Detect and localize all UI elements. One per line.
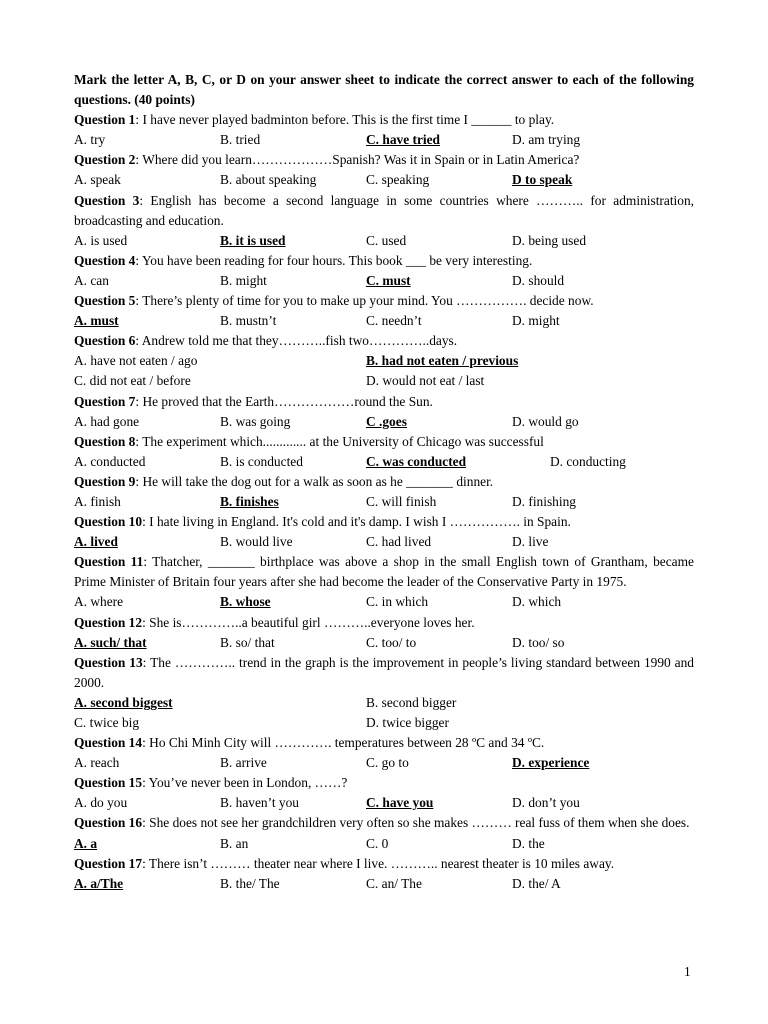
- page-number: 1: [684, 964, 691, 979]
- options-row: [74, 351, 694, 371]
- question-block: [74, 291, 694, 331]
- answer-option-b[interactable]: B. would live: [220, 534, 293, 550]
- answer-option-d[interactable]: D. conducting: [550, 453, 626, 469]
- answer-option-c[interactable]: C .goes: [366, 413, 407, 429]
- question-stem: : Thatcher, _______ birthplace was above a shop in the small English town of Grantham, became Prime Minister of Britain four years after she had become the leader of the Conservative Party in 1975.: [74, 554, 694, 590]
- answer-option-d[interactable]: D. which: [512, 594, 562, 610]
- answer-option-a[interactable]: A. such/ that: [74, 634, 147, 650]
- answer-option-c[interactable]: C. twice big: [74, 715, 140, 730]
- answer-option-d[interactable]: D. might: [512, 313, 560, 329]
- question-block: [74, 331, 694, 391]
- question-block: [74, 110, 694, 150]
- answer-option-a[interactable]: A. is used: [74, 232, 128, 248]
- options-row: [74, 834, 694, 854]
- answer-option-c[interactable]: C. had lived: [366, 534, 432, 550]
- question-label: Question 5: [74, 293, 136, 309]
- question-label: Question 6: [74, 333, 136, 349]
- answer-option-b[interactable]: B. mustn’t: [220, 313, 277, 329]
- answer-option-b[interactable]: B. so/ that: [220, 634, 275, 650]
- question-block: [74, 150, 694, 190]
- answer-option-a[interactable]: A. must: [74, 313, 119, 329]
- question-label: Question 3: [74, 192, 140, 208]
- question-label: Question 9: [74, 473, 136, 489]
- question-label: Question 8: [74, 433, 136, 449]
- options-row: [74, 130, 694, 150]
- answer-option-b[interactable]: B. the/ The: [220, 875, 280, 891]
- options-row: [74, 532, 694, 552]
- question-text: [74, 653, 694, 693]
- question-text: [74, 432, 694, 452]
- question-stem: : English has become a second language in some countries where ……….. for administration, broadcasting and education.: [74, 192, 694, 228]
- question-text: [74, 150, 694, 170]
- question-text: [74, 291, 694, 311]
- answer-option-c[interactable]: C. speaking: [366, 172, 430, 188]
- answer-option-d[interactable]: D. the/ A: [512, 875, 561, 891]
- options-row: [74, 753, 694, 773]
- answer-option-d[interactable]: D. would not eat / last: [366, 373, 485, 389]
- question-text: [74, 251, 694, 271]
- answer-option-d[interactable]: D. experience: [512, 755, 590, 771]
- answer-option-c[interactable]: C. have you: [366, 795, 434, 811]
- question-stem: : He proved that the Earth………………round the Sun.: [135, 393, 433, 409]
- options-row: [74, 371, 694, 391]
- answer-option-a[interactable]: A. a/The: [74, 875, 124, 891]
- options-row: [74, 492, 694, 512]
- question-stem: : She is…………..a beautiful girl ………..everyone loves her.: [142, 614, 475, 630]
- question-text: [74, 613, 694, 633]
- question-stem: : Where did you learn………………Spanish? Was it in Spain or in Latin America?: [135, 152, 580, 168]
- answer-option-c[interactable]: C. 0: [366, 835, 389, 851]
- question-block: [74, 854, 694, 894]
- options-row: [74, 412, 694, 432]
- question-stem: : You’ve never been in London, ……?: [142, 775, 348, 791]
- answer-option-b[interactable]: B. haven’t you: [220, 795, 299, 811]
- options-row: [74, 271, 694, 291]
- question-stem: : Andrew told me that they………..fish two…………..days.: [135, 333, 458, 349]
- worksheet-body: [74, 70, 694, 894]
- question-label: Question 4: [74, 252, 136, 268]
- question-label: Question 14: [74, 735, 143, 751]
- question-label: Question 13: [74, 654, 143, 670]
- answer-option-a[interactable]: A. finish: [74, 493, 121, 509]
- answer-option-a[interactable]: A. reach: [74, 755, 120, 771]
- instructions: Mark the letter A, B, C, or D on your answer sheet to indicate the correct answer to each of the following questions. (40 points): [74, 72, 694, 108]
- question-block: [74, 251, 694, 291]
- answer-option-c[interactable]: C. too/ to: [366, 634, 417, 650]
- answer-option-b[interactable]: B. about speaking: [220, 172, 317, 188]
- question-label: Question 11: [74, 554, 144, 570]
- answer-option-d[interactable]: D. live: [512, 534, 549, 550]
- question-block: [74, 191, 694, 251]
- question-text: [74, 854, 694, 874]
- answer-option-b[interactable]: B. finishes: [220, 493, 279, 509]
- question-label: Question 10: [74, 514, 143, 530]
- answer-option-c[interactable]: C. used: [366, 232, 407, 248]
- answer-option-b[interactable]: B. an: [220, 835, 249, 851]
- question-block: [74, 613, 694, 653]
- question-stem: : There isn’t ……… theater near where I live. ……….. nearest theater is 10 miles away.: [142, 855, 615, 871]
- answer-option-c[interactable]: C. go to: [366, 755, 409, 771]
- answer-option-d[interactable]: D to speak: [512, 172, 573, 188]
- question-label: Question 2: [74, 152, 136, 168]
- options-row: [74, 311, 694, 331]
- question-block: [74, 512, 694, 552]
- question-block: [74, 432, 694, 472]
- answer-option-a[interactable]: A. lived: [74, 534, 118, 550]
- answer-option-d[interactable]: D. finishing: [512, 493, 576, 509]
- question-stem: : He will take the dog out for a walk as soon as he _______ dinner.: [135, 473, 494, 489]
- options-row: [74, 874, 694, 894]
- question-block: [74, 552, 694, 612]
- question-block: [74, 653, 694, 733]
- answer-option-d[interactable]: D. twice bigger: [366, 715, 449, 730]
- answer-option-a[interactable]: A. have not eaten / ago: [74, 353, 198, 369]
- answer-option-d[interactable]: D. am trying: [512, 132, 581, 148]
- answer-option-b[interactable]: B. had not eaten / previous: [366, 353, 519, 369]
- question-label: Question 16: [74, 815, 143, 831]
- answer-option-c[interactable]: C. will finish: [366, 493, 437, 509]
- answer-option-d[interactable]: D. would go: [512, 413, 579, 429]
- question-text: [74, 552, 694, 592]
- question-block: [74, 813, 694, 853]
- answer-option-c[interactable]: C. an/ The: [366, 875, 422, 891]
- question-text: [74, 472, 694, 492]
- question-text: [74, 110, 694, 130]
- options-row: [74, 231, 694, 251]
- answer-option-b[interactable]: B. it is used: [220, 232, 286, 248]
- answer-option-c[interactable]: C. have tried: [366, 132, 441, 148]
- question-text: [74, 331, 694, 351]
- options-row: [74, 693, 694, 713]
- answer-option-d[interactable]: D. being used: [512, 232, 587, 248]
- question-stem: : There’s plenty of time for you to make up your mind. You ……………. decide now.: [135, 293, 594, 309]
- answer-option-a[interactable]: A. try: [74, 132, 106, 148]
- question-stem: : The ………….. trend in the graph is the improvement in people’s living standard between 1990 and 2000.: [74, 654, 694, 690]
- question-label: Question 1: [74, 112, 136, 128]
- question-stem: : I hate living in England. It's cold and it's damp. I wish I ……………. in Spain.: [142, 514, 571, 530]
- question-block: [74, 733, 694, 773]
- answer-option-c[interactable]: C. did not eat / before: [74, 373, 191, 389]
- question-label: Question 7: [74, 393, 136, 409]
- answer-option-d[interactable]: D. should: [512, 272, 565, 288]
- options-row: [74, 452, 694, 472]
- question-text: [74, 392, 694, 412]
- options-row: [74, 170, 694, 190]
- question-stem: : The experiment which............. at the University of Chicago was successful: [135, 433, 544, 449]
- answer-option-b[interactable]: B. second bigger: [366, 694, 457, 710]
- options-row: [74, 793, 694, 813]
- question-block: [74, 472, 694, 512]
- answer-option-a[interactable]: A. conducted: [74, 453, 146, 469]
- answer-option-a[interactable]: A. do you: [74, 795, 128, 811]
- answer-option-a[interactable]: A. speak: [74, 172, 121, 188]
- answer-option-a[interactable]: A. where: [74, 594, 124, 610]
- answer-option-c[interactable]: C. needn’t: [366, 313, 422, 329]
- answer-option-b[interactable]: B. whose: [220, 594, 271, 610]
- question-text: [74, 191, 694, 231]
- answer-option-b[interactable]: B. arrive: [220, 755, 267, 771]
- question-label: Question 15: [74, 775, 143, 791]
- question-block: [74, 773, 694, 813]
- answer-option-a[interactable]: A. second biggest: [74, 694, 173, 710]
- answer-option-b[interactable]: B. tried: [220, 132, 261, 148]
- answer-option-b[interactable]: B. was going: [220, 413, 291, 429]
- answer-option-c[interactable]: C. must: [366, 272, 411, 288]
- question-stem: : Ho Chi Minh City will …………. temperatures between 28 ºC and 34 ºC.: [142, 735, 545, 751]
- question-stem: : You have been reading for four hours. This book ___ be very interesting.: [135, 252, 533, 268]
- answer-option-a[interactable]: A. can: [74, 272, 109, 288]
- question-label: Question 12: [74, 614, 143, 630]
- options-row: [74, 592, 694, 612]
- options-row: [74, 713, 694, 733]
- options-row: [74, 633, 694, 653]
- answer-option-c[interactable]: C. in which: [366, 594, 429, 610]
- answer-option-d[interactable]: D. don’t you: [512, 795, 580, 811]
- question-text: [74, 773, 694, 793]
- answer-option-b[interactable]: B. might: [220, 272, 267, 288]
- question-text: [74, 733, 694, 753]
- answer-option-a[interactable]: A. had gone: [74, 413, 140, 429]
- answer-option-a[interactable]: A. a: [74, 835, 98, 851]
- question-label: Question 17: [74, 855, 143, 871]
- question-stem: : She does not see her grandchildren very often so she makes ……… real fuss of them when she does.: [142, 815, 690, 831]
- question-text: [74, 512, 694, 532]
- question-block: [74, 392, 694, 432]
- question-text: [74, 813, 694, 833]
- answer-option-b[interactable]: B. is conducted: [220, 453, 303, 469]
- question-list: [74, 110, 694, 894]
- question-stem: : I have never played badminton before. This is the first time I ______ to play.: [135, 112, 555, 128]
- answer-option-d[interactable]: D. the: [512, 835, 545, 851]
- answer-option-d[interactable]: D. too/ so: [512, 634, 565, 650]
- answer-option-c[interactable]: C. was conducted: [366, 453, 467, 469]
